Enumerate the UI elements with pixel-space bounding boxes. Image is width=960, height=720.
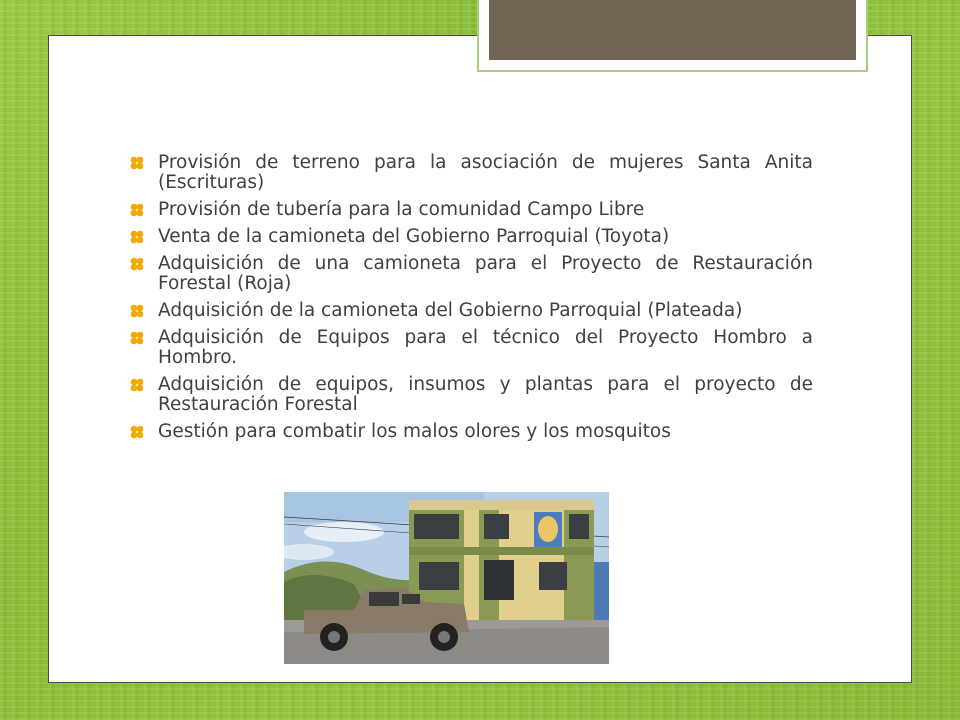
clover-bullet-icon [130,378,144,392]
title-bar [489,0,856,60]
list-item [130,254,813,294]
clover-bullet-icon [130,230,144,244]
photo-illustration [284,492,609,664]
bullet-text: Venta de la camioneta del Gobierno Parroquial (Toyota) [158,226,670,247]
building-with-pickup-truck-photo [284,492,609,664]
list-item [130,301,813,321]
clover-bullet-icon [130,156,144,170]
bullet-text: Adquisición de equipos, insumos y plantas para el proyecto de Restauración Forestal [158,374,813,415]
list-item [130,200,813,220]
bullet-text: Gestión para combatir los malos olores y los mosquitos [158,421,671,442]
bullet-text: Provisión de tubería para la comunidad Campo Libre [158,199,645,220]
list-item [130,375,813,415]
list-item [130,153,813,193]
list-item [130,328,813,368]
bullet-text: Adquisición de Equipos para el técnico del Proyecto Hombro a Hombro. [158,327,813,368]
bullet-list [130,153,813,449]
bullet-text: Adquisición de una camioneta para el Proyecto de Restauración Forestal (Roja) [158,253,813,294]
clover-bullet-icon [130,425,144,439]
list-item [130,422,813,442]
bullet-text: Adquisición de la camioneta del Gobierno Parroquial (Plateada) [158,300,743,321]
clover-bullet-icon [130,304,144,318]
bullet-text: Provisión de terreno para la asociación de mujeres Santa Anita (Escrituras) [158,152,813,193]
title-placeholder-tab [477,0,868,72]
clover-bullet-icon [130,331,144,345]
clover-bullet-icon [130,257,144,271]
list-item [130,227,813,247]
clover-bullet-icon [130,203,144,217]
